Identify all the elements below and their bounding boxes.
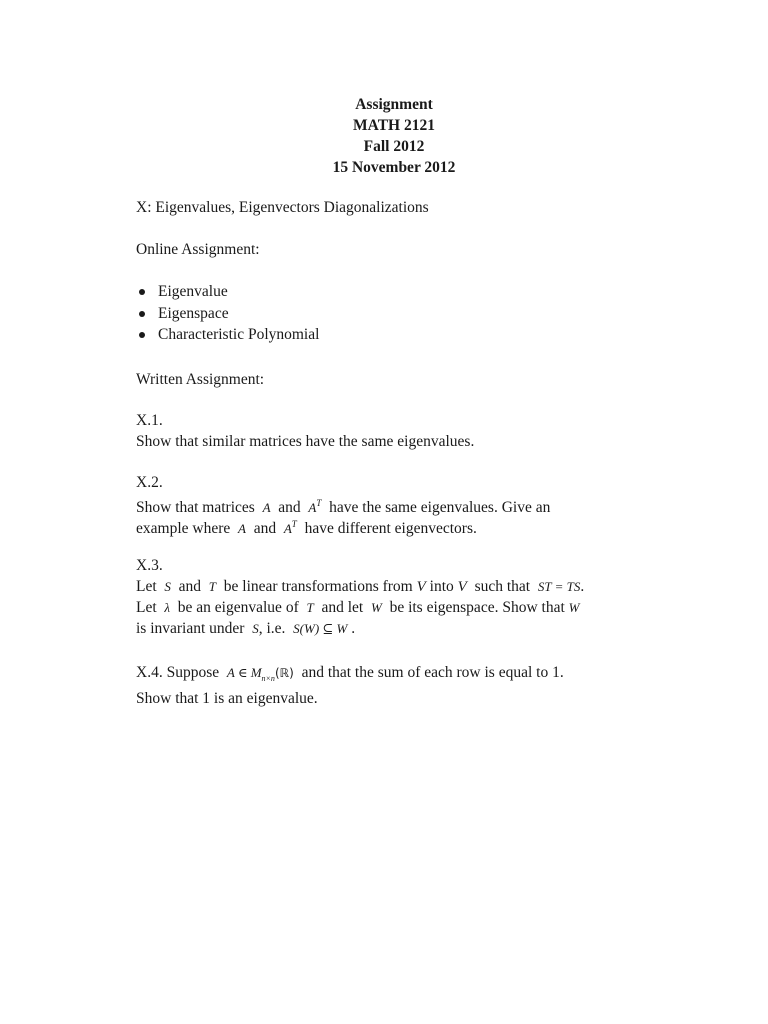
written-heading: Written Assignment: (136, 371, 265, 388)
problem-x1-label: X.1. (136, 412, 163, 429)
problem-x3-line1: Let S and T be linear transformations from V into V such that ST = TS. (136, 578, 585, 595)
online-topic-list (136, 281, 319, 346)
bullet-icon (139, 311, 145, 317)
header-date: 15 November 2012 (332, 159, 456, 176)
problem-x3-line2: Let λ be an eigenvalue of T and let W be its eigenspace. Show that W (136, 599, 580, 616)
problem-x2-line1: Show that matrices A and $A^T$ have the same eigenvalues. Give an (136, 498, 551, 516)
list-item: Characteristic Polynomial (136, 324, 319, 346)
header-title: Assignment (355, 96, 433, 113)
problem-x2-line2: example where A and $A^T$ have different eigenvectors. (136, 519, 477, 537)
problem-x3-line3: is invariant under S, i.e. S(W) ⊆ W . (136, 620, 356, 637)
header-course: MATH 2121 (353, 117, 435, 134)
problem-x3-label: X.3. (136, 557, 163, 574)
header-term: Fall 2012 (363, 138, 425, 155)
assignment-header (0, 94, 768, 178)
problem-x2-label: X.2. (136, 474, 163, 491)
online-heading: Online Assignment: (136, 241, 260, 258)
list-item: Eigenspace (136, 303, 319, 325)
list-item: Eigenvalue (136, 281, 319, 303)
problem-x4-line2: Show that 1 is an eigenvalue. (136, 690, 318, 707)
problem-x1-text: Show that similar matrices have the same eigenvalues. (136, 433, 475, 450)
bullet-icon (139, 289, 145, 295)
bullet-icon (139, 332, 145, 338)
problem-x4-line1: X.4. Suppose A ∈ $M_{n\times n}(ℝ)$ and that the sum of each row is equal to 1. (136, 664, 564, 683)
section-title: X: Eigenvalues, Eigenvectors Diagonalizations (136, 199, 429, 216)
